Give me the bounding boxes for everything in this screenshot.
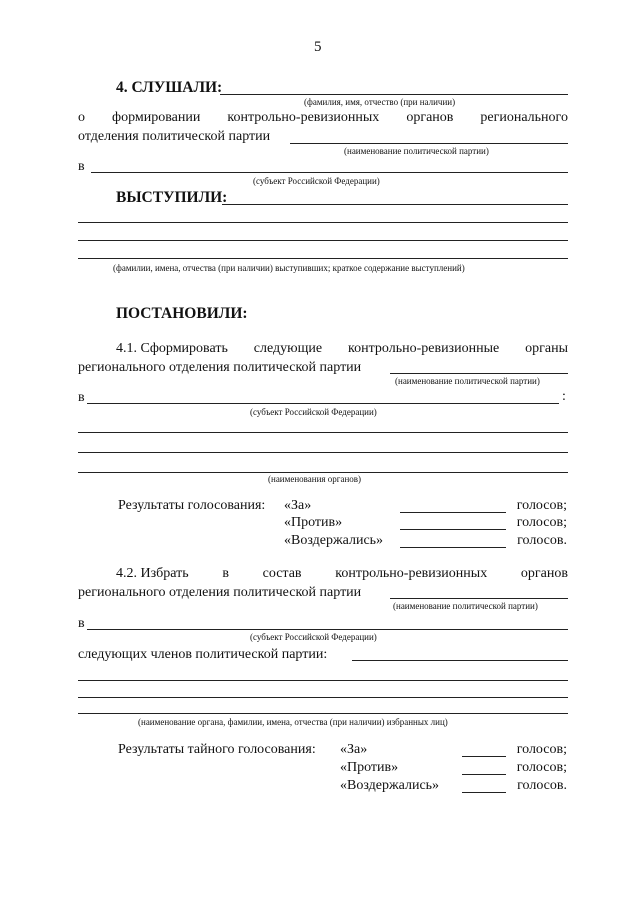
item-42-members-field-2[interactable] bbox=[78, 680, 568, 681]
speakers-line-4[interactable] bbox=[78, 258, 568, 259]
item-41-line-2: регионального отделения политической партии bbox=[78, 360, 362, 375]
item-41-vote-for-word: голосов; bbox=[516, 498, 567, 513]
item-42-caption-party: (наименование политической партии) bbox=[393, 601, 538, 611]
subject-line[interactable] bbox=[91, 172, 568, 173]
item-42-members-line: следующих членов политической партии: bbox=[78, 647, 328, 662]
item-41-vote-abstain-word: голосов. bbox=[517, 533, 567, 548]
word: о bbox=[78, 110, 85, 125]
about-line-2: отделения политической партии bbox=[78, 129, 271, 144]
item-41-vote-abstain-field[interactable] bbox=[400, 547, 506, 548]
item-42-results-label: Результаты тайного голосования: bbox=[118, 742, 316, 757]
item-41-bodies-line-1[interactable] bbox=[78, 432, 568, 433]
speakers-line-2[interactable] bbox=[78, 222, 568, 223]
item-42-vote-for-option: «За» bbox=[340, 742, 368, 757]
item-41-results-label: Результаты голосования: bbox=[118, 498, 266, 513]
item-42-vote-for-field[interactable] bbox=[462, 756, 506, 757]
item-41-caption-bodies: (наименования органов) bbox=[268, 474, 362, 484]
item-42-vote-abstain-field[interactable] bbox=[462, 792, 506, 793]
item-42-party-line[interactable] bbox=[390, 598, 568, 599]
item-41-in-label: в bbox=[78, 390, 85, 405]
fio-line[interactable] bbox=[220, 94, 568, 95]
item-41-line-1 bbox=[116, 342, 568, 356]
item-41-colon: : bbox=[562, 389, 566, 404]
word: контрольно-ревизионных bbox=[335, 566, 488, 581]
item-41-vote-against-field[interactable] bbox=[400, 529, 506, 530]
heading-heard: 4. СЛУШАЛИ: bbox=[116, 79, 223, 96]
item-41-vote-for-option: «За» bbox=[284, 498, 312, 513]
caption-fio: (фамилия, имя, отчество (при наличии) bbox=[304, 97, 456, 107]
item-42-members-field-3[interactable] bbox=[78, 697, 568, 698]
item-42-caption-elected: (наименование органа, фамилии, имена, отчества (при наличии) избранных лиц) bbox=[138, 717, 448, 727]
word: состав bbox=[262, 566, 302, 581]
word: регионального bbox=[480, 110, 568, 125]
item-41-party-line[interactable] bbox=[390, 373, 568, 374]
item-41-bodies-line-2[interactable] bbox=[78, 452, 568, 453]
word: контрольно-ревизионных bbox=[227, 110, 380, 125]
heading-spoke: ВЫСТУПИЛИ: bbox=[116, 189, 228, 206]
item-42-line-2: регионального отделения политической партии bbox=[78, 585, 362, 600]
word: формировании bbox=[112, 110, 201, 125]
item-42-members-field-4[interactable] bbox=[78, 713, 568, 714]
word: 4.1. Сформировать bbox=[116, 341, 228, 356]
party-line[interactable] bbox=[290, 143, 568, 144]
item-42-vote-against-word: голосов; bbox=[516, 760, 567, 775]
item-41-vote-against-word: голосов; bbox=[516, 515, 567, 530]
word: в bbox=[222, 566, 229, 581]
word: контрольно-ревизионные bbox=[348, 341, 500, 356]
word: следующие bbox=[253, 341, 323, 356]
item-41-caption-subject: (субъект Российской Федерации) bbox=[250, 407, 377, 417]
item-42-vote-abstain-option: «Воздержались» bbox=[340, 778, 440, 793]
item-41-vote-against-option: «Против» bbox=[284, 515, 343, 530]
about-line-1 bbox=[78, 111, 568, 125]
word: органов bbox=[406, 110, 454, 125]
speakers-line-1[interactable] bbox=[222, 204, 568, 205]
item-41-vote-abstain-option: «Воздержались» bbox=[284, 533, 384, 548]
item-41-vote-for-field[interactable] bbox=[400, 512, 506, 513]
page-number: 5 bbox=[314, 39, 322, 55]
word: 4.2. Избрать bbox=[116, 566, 189, 581]
item-42-members-field-1[interactable] bbox=[352, 660, 568, 661]
item-42-caption-subject: (субъект Российской Федерации) bbox=[250, 632, 377, 642]
word: органы bbox=[525, 341, 568, 356]
item-42-in-label: в bbox=[78, 616, 85, 631]
item-41-subject-line[interactable] bbox=[87, 403, 559, 404]
item-42-subject-line[interactable] bbox=[87, 629, 568, 630]
item-41-bodies-line-3[interactable] bbox=[78, 472, 568, 473]
item-42-vote-for-word: голосов; bbox=[516, 742, 567, 757]
caption-speakers: (фамилии, имена, отчества (при наличии) выступивших; краткое содержание выступлений) bbox=[113, 263, 465, 273]
item-42-vote-against-option: «Против» bbox=[340, 760, 399, 775]
speakers-line-3[interactable] bbox=[78, 240, 568, 241]
caption-party: (наименование политической партии) bbox=[344, 146, 489, 156]
item-42-vote-against-field[interactable] bbox=[462, 774, 506, 775]
caption-subject: (субъект Российской Федерации) bbox=[253, 176, 380, 186]
heading-resolved: ПОСТАНОВИЛИ: bbox=[116, 305, 248, 322]
item-41-caption-party: (наименование политической партии) bbox=[395, 376, 540, 386]
item-42-vote-abstain-word: голосов. bbox=[517, 778, 567, 793]
in-label: в bbox=[78, 159, 85, 174]
word: органов bbox=[520, 566, 568, 581]
item-42-line-1 bbox=[116, 567, 568, 581]
